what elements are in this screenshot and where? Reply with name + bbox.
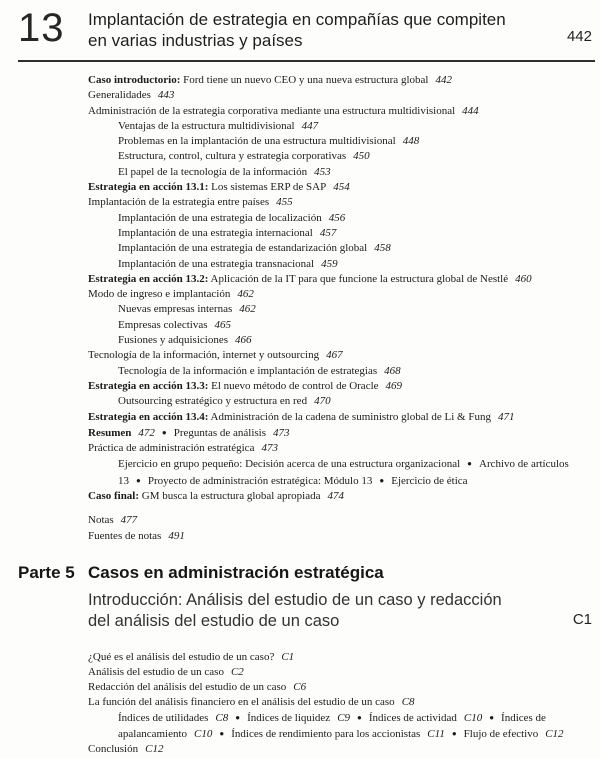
page-number: 459 <box>321 257 338 270</box>
toc-entry-text: El nuevo método de control de Oracle <box>208 379 379 392</box>
bullet-icon: ● <box>219 728 225 738</box>
toc-entry-text: Conclusión <box>88 742 139 755</box>
chapter-header <box>0 0 600 51</box>
toc-entry-text: Tecnología de la información, internet y outsourcing <box>88 349 320 362</box>
toc-entry-text: El papel de la tecnología de la información <box>118 165 308 178</box>
part-intro-page-number: C1 <box>572 610 592 628</box>
toc-entry <box>88 513 594 528</box>
toc-entry-heading: Caso final: <box>88 490 140 503</box>
toc-entry-text: Redacción del análisis del estudio de un caso <box>88 680 287 693</box>
toc-entry-text: Archivo de artículos 13 <box>118 458 569 487</box>
page-number: C8 <box>401 695 415 708</box>
page-number: C9 <box>337 711 351 724</box>
toc-entry <box>88 73 594 88</box>
bullet-icon: ● <box>235 712 241 722</box>
toc-entry <box>88 489 594 504</box>
toc-entry-text: Índices de apalancamiento <box>118 711 546 740</box>
page-number: C11 <box>427 727 445 740</box>
page-number: 454 <box>333 181 350 194</box>
chapter-title <box>88 5 506 51</box>
toc-entry-text: Ejercicio en grupo pequeño: Decisión acerca de una estructura organizacional <box>118 458 461 471</box>
toc-entry <box>88 149 594 164</box>
page-number: 467 <box>326 349 343 362</box>
toc-entry <box>88 333 594 348</box>
toc-entry <box>88 134 594 149</box>
toc-entry <box>88 88 594 103</box>
chapter-title-line2: en varias industrias y países <box>88 31 303 50</box>
chapter-toc-list <box>88 73 594 544</box>
part-intro <box>88 590 592 632</box>
toc-entry <box>88 195 594 210</box>
toc-entry-text: Nuevas empresas internas <box>118 303 233 316</box>
toc-entry <box>88 710 594 742</box>
chapter-page-number: 442 <box>566 28 592 45</box>
toc-entry-heading: Estrategia en acción 13.1: <box>88 181 209 194</box>
toc-entry-text: Fuentes de notas <box>88 529 162 542</box>
toc-entry <box>88 394 594 409</box>
toc-entry-heading: Estrategia en acción 13.3: <box>88 379 209 392</box>
toc-entry-text: Administración de la estrategia corporativa mediante una estructura multidivisional <box>88 104 456 117</box>
page-number: 457 <box>319 226 337 239</box>
toc-entry <box>88 119 594 134</box>
toc-entry-heading: Caso introductorio: <box>88 74 181 86</box>
bullet-icon: ● <box>357 712 362 722</box>
toc-entry-text: Ford tiene un nuevo CEO y una nueva estructura global <box>180 74 429 86</box>
page-number: C1 <box>281 650 295 663</box>
toc-entry-text: Implantación de una estrategia internacional <box>118 226 313 239</box>
toc-entry-heading: Resumen <box>88 426 132 439</box>
toc-entry-text: Preguntas de análisis <box>173 426 266 439</box>
part-label: Parte 5 <box>18 562 75 582</box>
toc-entry-text: Implantación de una estrategia transnacional <box>118 257 315 270</box>
page-number: 444 <box>462 104 479 117</box>
toc-entry-text: Estructura, control, cultura y estrategia corporativas <box>118 150 347 163</box>
toc-entry-text: Notas <box>88 514 114 527</box>
toc-entry <box>88 410 594 425</box>
toc-entry-text: Modo de ingreso e implantación <box>88 288 231 301</box>
toc-entry-text: Ejercicio de ética <box>391 474 468 487</box>
page-number: 471 <box>497 410 515 423</box>
toc-entry <box>88 318 594 333</box>
page-number: 460 <box>515 272 532 285</box>
toc-entry-text: Índices de utilidades <box>118 711 209 724</box>
toc-entry <box>88 742 594 757</box>
part-intro-line1: Introducción: Análisis del estudio de un caso y redacción <box>88 590 502 609</box>
toc-entry-text: Práctica de administración estratégica <box>88 442 255 455</box>
toc-entry <box>88 348 594 363</box>
toc-entry-text: Empresas colectivas <box>118 318 208 331</box>
page-number: 453 <box>314 165 331 178</box>
page-number: C6 <box>293 680 307 693</box>
part-header <box>18 562 586 583</box>
toc-entry <box>88 180 594 195</box>
page-number: 468 <box>384 364 401 377</box>
page-number: C2 <box>230 665 244 678</box>
bullet-icon: ● <box>451 728 457 738</box>
toc-entry-text: La función del análisis financiero en el análisis del estudio de un caso <box>88 695 395 708</box>
part-title: Casos en administración estratégica <box>88 562 384 582</box>
toc-entry <box>88 211 594 226</box>
page-number: 458 <box>374 242 391 255</box>
toc-entry-heading: Estrategia en acción 13.2: <box>88 272 209 285</box>
page-number: 462 <box>237 288 254 301</box>
toc-entry-text: Índices de liquidez <box>247 711 331 724</box>
page-number: 447 <box>301 119 319 132</box>
chapter-number: 13 <box>18 6 65 50</box>
page-number: 448 <box>402 135 420 148</box>
toc-entry <box>88 441 594 456</box>
toc-entry-text: Implantación de una estrategia de estandarización global <box>118 242 368 255</box>
chapter-title-line1: Implantación de estrategia en compañías que compiten <box>88 10 506 29</box>
page-number: 455 <box>276 196 293 209</box>
part-intro-line2: del análisis del estudio de un caso <box>88 611 340 630</box>
page-number: 450 <box>353 150 370 163</box>
toc-entry <box>88 665 594 680</box>
toc-entry <box>88 650 594 665</box>
page-number: C12 <box>545 727 564 740</box>
page-number: 474 <box>327 490 344 503</box>
toc-entry <box>88 287 594 302</box>
page-number: C12 <box>145 742 164 755</box>
toc-entry-text: Proyecto de administración estratégica: Módulo 13 <box>147 474 373 487</box>
page-number: 462 <box>239 303 256 316</box>
part-toc-list <box>88 650 594 757</box>
page-number: 473 <box>273 426 290 439</box>
page-number: 442 <box>435 74 452 86</box>
toc-entry <box>88 104 594 119</box>
toc-entry <box>88 529 594 544</box>
page-number: 469 <box>385 379 403 392</box>
bullet-icon: ● <box>136 475 141 485</box>
page-number: C10 <box>463 711 483 724</box>
toc-entry <box>88 257 594 272</box>
page-number: 470 <box>314 395 331 408</box>
page-number: 472 <box>138 426 155 439</box>
toc-entry-text: Tecnología de la información e implantación de estrategias <box>118 364 378 377</box>
toc-entry <box>88 302 594 317</box>
page-number: 456 <box>328 211 346 224</box>
toc-entry <box>88 272 594 287</box>
page-number: C8 <box>215 711 229 724</box>
page-number: 465 <box>214 318 231 331</box>
page-number: 466 <box>235 334 252 347</box>
toc-entry-text: Administración de la cadena de suministro global de Li & Fung <box>208 410 491 423</box>
toc-entry <box>88 165 594 180</box>
toc-entry-text: Índices de actividad <box>368 711 457 724</box>
toc-entry-text: Índices de rendimiento para los accionistas <box>231 727 421 740</box>
bullet-icon: ● <box>467 459 473 469</box>
bullet-icon: ● <box>379 475 385 485</box>
toc-entry-text: Fusiones y adquisiciones <box>118 334 228 347</box>
page-number: 491 <box>168 529 185 542</box>
toc-entry-text: Los sistemas ERP de SAP <box>208 181 327 194</box>
toc-entry <box>88 456 594 489</box>
page-number: C10 <box>194 727 213 740</box>
bullet-icon: ● <box>161 427 167 437</box>
page-number: 477 <box>120 514 138 527</box>
toc-entry-text: Implantación de una estrategia de localización <box>118 211 322 224</box>
toc-entry-text: Ventajas de la estructura multidivisional <box>118 119 295 132</box>
toc-entry-text: Problemas en la implantación de una estructura multidivisional <box>118 135 396 148</box>
toc-entry-heading: Estrategia en acción 13.4: <box>88 410 209 423</box>
toc-entry <box>88 680 594 695</box>
toc-entry-text: Outsourcing estratégico y estructura en red <box>118 395 308 408</box>
toc-entry-text: Implantación de la estrategia entre países <box>88 196 270 209</box>
divider-rule <box>18 60 595 62</box>
toc-entry-text: GM busca la estructura global apropiada <box>139 490 321 503</box>
toc-entry-text: ¿Qué es el análisis del estudio de un caso? <box>88 650 275 663</box>
toc-entry <box>88 226 594 241</box>
toc-entry <box>88 241 594 256</box>
toc-entry <box>88 379 594 394</box>
toc-entry-text: Flujo de efectivo <box>463 727 539 740</box>
page-number: 443 <box>157 89 175 102</box>
toc-entry-text: Análisis del estudio de un caso <box>88 665 224 678</box>
toc-entry-text: Generalidades <box>88 89 151 102</box>
toc-entry <box>88 425 594 441</box>
page-number: 473 <box>261 442 278 455</box>
toc-entry-text: Aplicación de la IT para que funcione la estructura global de Nestlé <box>208 272 509 285</box>
bullet-icon: ● <box>489 712 495 722</box>
toc-entry <box>88 695 594 710</box>
toc-entry <box>88 364 594 379</box>
